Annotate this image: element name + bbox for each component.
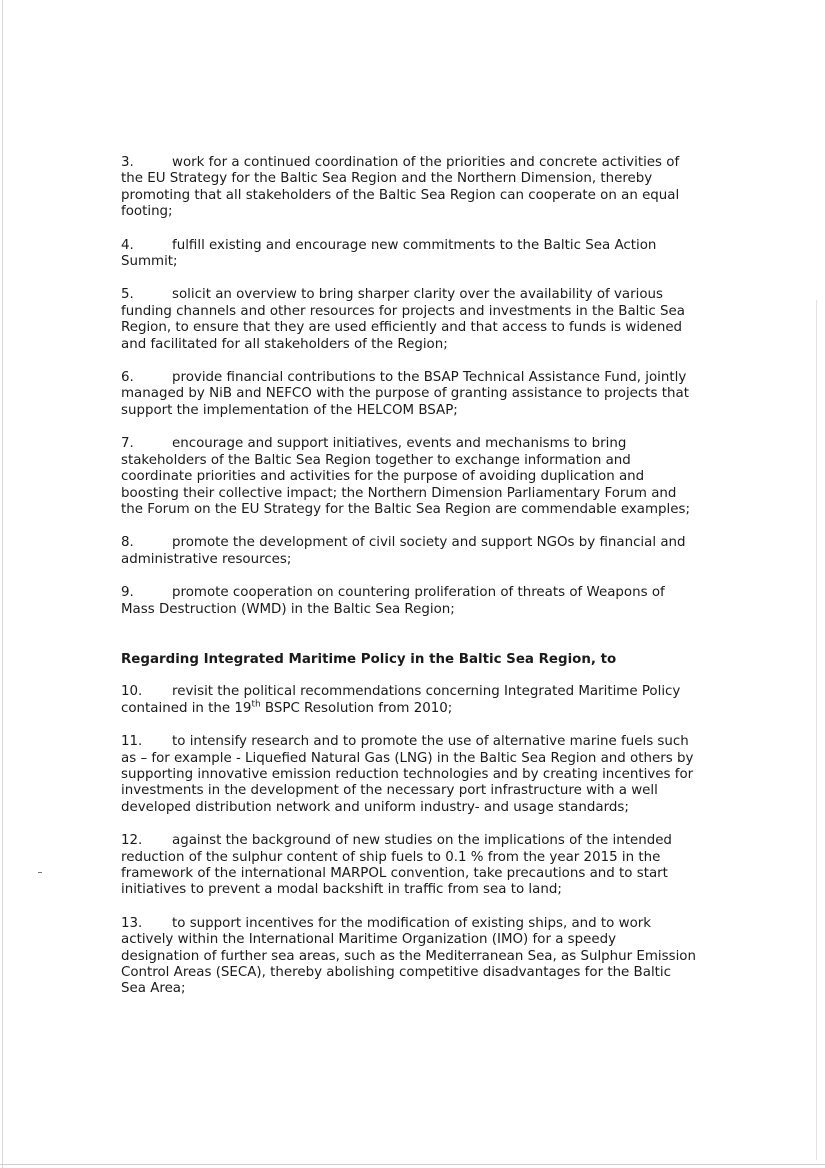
paragraph-number: 5. <box>121 287 134 303</box>
paragraph-text: promote cooperation on countering proliferation of threats of Weapons of Mass Destruction (WMD) in the Baltic Sea Region; <box>121 585 665 617</box>
scan-edge-right <box>816 300 817 1160</box>
paragraph-number: 12. <box>121 833 143 849</box>
paragraph-text: encourage and support initiatives, events and mechanisms to bring stakeholders of the Baltic Sea Region together to exchange information and coordinate priorities and activities for the purpose of avoiding duplication and boosting their collective impact; the Northern Dimension Parliamentary Forum and the Forum on the EU Strategy for the Baltic Sea Region are commendable examples; <box>121 436 690 517</box>
paragraph-text: promote the development of civil society and support NGOs by financial and administrative resources; <box>121 535 686 567</box>
paragraph-text: to support incentives for the modification of existing ships, and to work actively within the International Maritime Organization (IMO) for a speedy designation of further sea areas, such as the Mediterranean Sea, as Sulphur Emission Control Areas (SECA), thereby abolishing competitive disadvantages for the Baltic Sea Area; <box>121 915 696 997</box>
paragraph-13 <box>121 916 696 998</box>
ordinal-superscript: th <box>251 699 261 710</box>
scan-mark <box>38 872 42 873</box>
paragraph-text: work for a continued coordination of the priorities and concrete activities of the EU Strategy for the Baltic Sea Region and the Northern Dimension, thereby promoting that all stakeholders of the Baltic Sea Region can cooperate on an equal footing; <box>121 155 680 220</box>
scan-edge-left <box>2 0 3 1168</box>
paragraph-number: 4. <box>121 237 134 253</box>
paragraph-7 <box>121 436 696 518</box>
paragraph-5 <box>121 287 696 353</box>
paragraph-3 <box>121 155 696 221</box>
paragraph-number: 13. <box>121 915 143 931</box>
paragraph-text: to intensify research and to promote the use of alternative marine fuels such as – for example - Liquefied Natural Gas (LNG) in the Baltic Sea Region and others by supporting innovative emission reduction technologies and by creating incentives for investments in the development of the necessary port infrastructure with a well developed distribution network and uniform industry- and usage standards; <box>121 734 694 815</box>
paragraph-text: provide financial contributions to the BSAP Technical Assistance Fund, jointly managed by NiB and NEFCO with the purpose of granting assistance to projects that support the implementation of the HELCOM BSAP; <box>121 370 689 418</box>
paragraph-12 <box>121 833 696 899</box>
paragraph-text: fulfill existing and encourage new commitments to the Baltic Sea Action Summit; <box>121 237 657 270</box>
paragraph-number: 3. <box>121 155 134 170</box>
section-heading: Regarding Integrated Maritime Policy in the Baltic Sea Region, to <box>121 651 617 667</box>
paragraph-text: against the background of new studies on the implications of the intended reduction of the sulphur content of ship fuels to 0.1 % from the year 2015 in the framework of the international MARPOL convention, take precautions and to start initiatives to prevent a modal backshift in traffic from sea to land; <box>121 833 672 898</box>
scan-edge-bottom <box>0 1164 825 1165</box>
paragraph-text-end: BSPC Resolution from 2010; <box>260 700 453 716</box>
paragraph-number: 11. <box>121 734 143 750</box>
paragraph-number: 9. <box>121 585 134 601</box>
paragraph-6 <box>121 370 696 419</box>
paragraph-11 <box>121 734 696 816</box>
paragraph-text: solicit an overview to bring sharper clarity over the availability of various funding channels and other resources for projects and investments in the Baltic Sea Region, to ensure that they are used efficiently and that access to funds is widened and facilitated for all stakeholders of the Region; <box>121 287 685 352</box>
document-body <box>121 155 696 1015</box>
paragraph-8 <box>121 535 696 568</box>
paragraph-number: 10. <box>121 684 143 700</box>
paragraph-number: 8. <box>121 535 134 551</box>
paragraph-number: 6. <box>121 370 134 386</box>
paragraph-number: 7. <box>121 436 134 452</box>
paragraph-10 <box>121 684 696 717</box>
paragraph-9 <box>121 585 696 618</box>
paragraph-4 <box>121 238 696 271</box>
paragraph-text-start: revisit the political recommendations concerning Integrated Maritime Policy contained in the 19 <box>121 684 681 716</box>
